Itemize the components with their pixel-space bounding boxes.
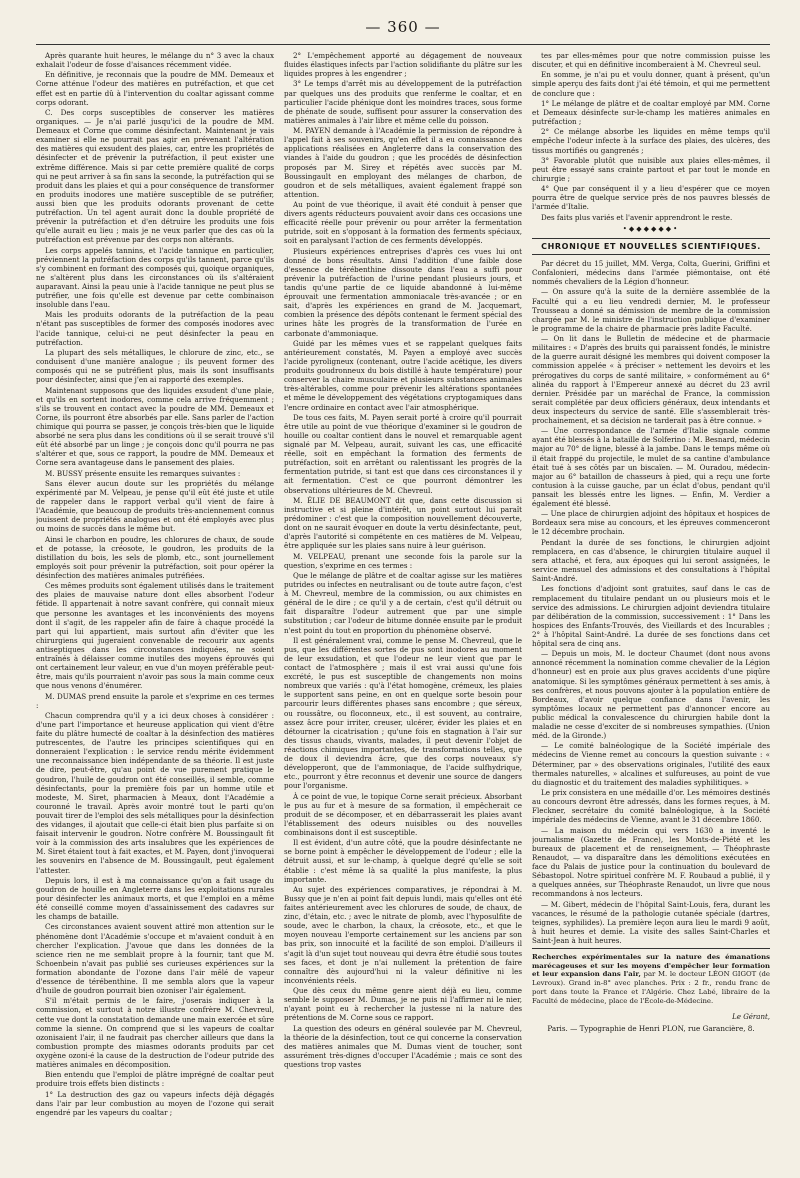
paragraph: 1° Le mélange de plâtre et de coaltar employé par MM. Corne et Demeaux désinfecte sur-le-champ les matières animales en putréfaction ;	[532, 98, 770, 127]
paragraph: Pendant la durée de ses fonctions, le chirurgien adjoint remplacera, en cas d'absence, le chirurgien titulaire auquel il sera attaché, et fera, aux époques qui lui seront assignées, le service mensuel des admissions et des consultations à l'hôpital Saint-André.	[532, 537, 770, 584]
biblio-rule	[532, 948, 770, 949]
paragraph: Plusieurs expériences entreprises d'après ces vues lui ont donné de bons résultats. Ainsi l'addition d'une faible dose d'essence de térébenthine dissoute dans l'eau a suffi pour prévenir la putréfaction de l'urine pendant plusieurs jours, et tandis qu'une partie de ce liquide abandonné à lui-même éprouvait une fermentation ammoniacale très-avancée ; or en sait, d'après les expériences en grand de M. Jacquemart, combien la présence des dépôts contenant le ferment spécial des urines hâte les progrès de la transformation de l'urée en carbonate d'ammoniaque.	[284, 246, 522, 338]
header-rule	[36, 44, 770, 45]
paragraph: Il est évident, d'un autre côté, que la poudre désinfectante ne se borne point à empêcher le développement de l'odeur ; elle la détruit aussi, et sur le-champ, à quelque degré qu'elle se soit établie : c'est même là sa qualité la plus manifeste, la plus importante.	[284, 838, 522, 884]
printer-imprint: Paris. — Typographie de Henri PLON, rue Garancière, 8.	[547, 1024, 755, 1034]
paragraph: Ainsi le charbon en poudre, les chlorures de chaux, de soude et de potasse, la créosote, le goudron, les produits de la distillation du bois, les sels de plomb, etc., sont journellement employés soit pour prévenir la putréfaction, soit pour opérer la désinfection des matières animales putréfiées.	[36, 534, 274, 580]
paragraph: — Le comité balnéologique de la Société impériale des médecins de Vienne remet au concours la question suivante : « Déterminer, par » des observations originales, l'utilité des eaux thermales naturelles, » alcalines et sulfureuses, au point de vue du diagnostic et du traitement des maladies syphilitiques. »	[532, 741, 770, 787]
paragraph: 1° La destruction des gaz ou vapeurs infects déjà dégagés dans l'air par leur combustion au moyen de l'ozone qui serait engendré par les vapeurs du coaltar ;	[36, 1089, 274, 1117]
paragraph: Des faits plus variés et l'avenir apprendront le reste.	[541, 212, 733, 222]
column-2	[284, 51, 522, 1151]
paragraph: Par décret du 15 juillet, MM. Verga, Colta, Guerini, Griffini et Confalonieri, médecins dans l'armée piémontaise, ont été nommés chevaliers de la Légion d'honneur.	[532, 259, 770, 287]
paragraph: — On lit dans le Bulletin de médecine et de pharmacie militaires : « D'après des bruits qui paraissent fondés, le ministre de la guerre aurait désigné les membres qui doivent composer la commission appelée « à préciser » nettement les devoirs et les prérogatives du corps de santé militaire, » conformément au 6° alinéa du rapport à l'Empereur annexé au décret du 23 avril dernier. Présidée par un maréchal de France, la commission serait complétée par deux officiers généraux, deux intendants et deux inspecteurs du service de santé. Elle s'assemblerait très-prochainement, et sa décision ne tarderait pas à être connue. »	[532, 334, 770, 425]
paragraph: S'il m'était permis de le faire, j'oserais indiquer à la commission, et surtout à notre illustre confrère M. Chevreul, cette vue dont la constatation demande une main exercée et sûre comme la sienne. On comprend que si les vapeurs de coaltar ozonisaient l'air, il ne faudrait pas chercher ailleurs que dans la combustion prompte des miasmes odorants produits par cet oxygène ozoni-é la cause de la destruction de l'odeur putride des matières animales en décomposition.	[36, 996, 274, 1070]
paragraph: 2° Ce mélange absorbe les liquides en même temps qu'il empêche l'odeur infecte à la surface des plaies, des ulcères, des tissus mortifiés ou gangrenés ;	[532, 127, 770, 155]
paragraph: Les fonctions d'adjoint sont gratuites, sauf dans le cas de remplacement du titulaire pendant un ou plusieurs mois et le service des admissions. Le chirurgien adjoint deviendra titulaire par délibération de la commission, successivement : 1° Dans les hospices des Enfants-Trouvés, des Vieillards et des Incurables ; 2° à l'hôpital Saint-André. La durée de ses fonctions dans cet hôpital sera de cinq ans.	[532, 584, 770, 648]
paragraph: M. DUMAS prend ensuite la parole et s'exprime en ces termes :	[36, 691, 274, 710]
paragraph: Que dès ceux du même genre aient déjà eu lieu, comme semble le supposer M. Dumas, je ne puis ni l'affirmer ni le nier, n'ayant point eu à rechercher la justesse ni la nature des prétentions de M. Corne sous ce rapport.	[284, 986, 522, 1023]
paragraph: M. ÉLIE DE BEAUMONT dit que, dans cette discussion si instructive et si pleine d'intérêt, un point surtout lui paraît prédominer : c'est que la composition nouvellement découverte, dont on ne saurait évoquer en doute la vertu désinfectante, peut, d'après l'autorité si compétente en ces matières de M. Velpeau, être appliquée sur les plaies sans nuire à leur guérison.	[284, 495, 522, 551]
paragraph: C. Des corps susceptibles de conserver les matières organiques. — Je n'ai parlé jusqu'ici de la poudre de MM. Demeaux et Corne que comme désinfectant. Maintenant je vais examiner si elle ne pourrait pas agir en prévenant l'altération des matières qui exsudent des plaies, car, entre les propriétés de désinfecter et de prévenir la putréfaction, il peut exister une extrême différence. Mais si par cette première qualité de corps qui ne peut arriver à sa fin sans la seconde, la putréfaction qui se produit dans les plaies et qui a pour conséquence de transformer en produits inodores une matière susceptible de se putréfier, aussi bien que les produits odorants provenant de cette putréfaction. Un tel agent aurait donc la double propriété de prévenir la putréfaction et d'en détruire les produits une fois qu'elle aurait eu lieu ; mais je ne veux parler que des cas où la putréfaction est prévenue par des corps non altérants.	[36, 107, 274, 245]
paragraph: tes par elles-mêmes pour que notre commission puisse les discuter, et qui en définitive incomberaient à M. Chevreul seul.	[532, 51, 770, 70]
biblio-title: Recherches expérimentales sur la nature des émanations marécageuses et sur les moyens d'empêcher leur formation et leur expansion dans l'air,	[532, 953, 770, 979]
paragraph: Ces circonstances avaient souvent attiré mon attention sur le phénomène dont l'Académie s'occupe et m'avaient conduit à en chercher l'explication. J'avoue que dans les données de la science rien ne me semblait propre à la fournir, tant que M. Schoenbein n'avait pas publié ses curieuses expériences sur la formation abondante de l'ozone dans l'air mêlé de vapeur d'essence de térébenthine. Il me sembla alors que la vapeur d'huile de goudron pourrait bien ozoniser l'air également.	[36, 922, 274, 996]
paragraph: Sans élever aucun doute sur les propriétés du mélange expérimenté par M. Velpeau, je pense qu'il eût été juste et utile de rappeler dans le rapport verbal qu'il vient de faire à l'Académie, que beaucoup de produits très-anciennement connus jouissent de propriétés analogues et ont été employés avec plus ou moins de succès dans le même but.	[36, 478, 274, 534]
paragraph: Au point de vue théorique, il avait été conduit à penser que divers agents réducteurs pouvaient avoir dans ces occasions une efficacité réelle pour prévenir ou pour arrêter la fermentation putride, soit en s'opposant à la formation des ferments spéciaux, soit en paralysant l'action de ces ferments développés.	[284, 200, 522, 246]
paragraph: — Une place de chirurgien adjoint des hôpitaux et hospices de Bordeaux sera mise au concours, et les épreuves commenceront le 12 décembre prochain.	[532, 509, 770, 537]
paragraph: M. BUSSY présente ensuite les remarques suivantes :	[45, 468, 241, 478]
column-3-intro	[532, 51, 770, 222]
paragraph: En somme, je n'ai pu et voulu donner, quant à présent, qu'un simple aperçu des faits dont j'ai été témoin, et qui me permettent de conclure que :	[532, 70, 770, 98]
biblio-details: par M. le docteur LÉON GIGOT (de Levroux). Grand in-8° avec planches. Prix : 2 fr., rendu franc de port dans toute la France et l'Algérie. Chez Labé, libraire de la Faculté de médecine, place de l'École-de-Médecine.	[532, 970, 770, 1005]
section-title: CHRONIQUE ET NOUVELLES SCIENTIFIQUES.	[532, 238, 770, 255]
paragraph: — Une correspondance de l'armée d'Italie signale comme ayant été blessés à la bataille de Solferino : M. Besnard, médecin major au 70° de ligne, blessé à la jambe. Dans le temps même où il était frappé du projectile, le mulet de sa cantine d'ambulance était tué à ses côtés par un biscaïen. — M. Ouradou, médecin-major au 6° bataillon de chasseurs à pied, qui a reçu une forte contusion à la cuisse gauche, par un éclat d'obus, pendant qu'il pansait les blessés entre les lignes. — Enfin, M. Verdier a également été blessé.	[532, 426, 770, 508]
page-number: — 360 —	[365, 18, 441, 36]
paragraph: Ces mêmes produits sont également utilisés dans le traitement des plaies de mauvaise nature dont elles absorbent l'odeur fétide. Il appartenait à notre savant confrère, qui connaît mieux que personne les avantages et les inconvénients des moyens dont il s'agit, de les rappeler afin de faire à chaque procédé la part qui lui appartient, mais surtout afin d'éviter que les chirurgiens qui jugeraient convenable de recourir aux agents antiseptiques dans les circonstances indiquées, ne soient entraînés à délaisser comme inutiles des moyens éprouvés qui ont certainement leur valeur, en vue d'un moyen préférable peut-être, mais qu'ils pourraient n'avoir pas sous la main comme ceux que nous venons d'énumérer.	[36, 581, 274, 691]
paragraph: Guidé par les mêmes vues et se rappelant quelques faits antérieurement constatés, M. Payen a employé avec succès l'acide pyroligneux (contenant, outre l'acide acétique, les divers produits goudronneux du bois distillé à haute température) pour conserver la chaire musculaire et plusieurs substances animales très-altérables, comme pour prévenir les altérations spontanées et même le développement des végétations cryptogamiques dans l'encre ordinaire en contact avec l'air atmosphérique.	[284, 338, 522, 412]
ornament-divider: •◆◆◆◆◆◆•	[622, 224, 680, 233]
paragraph: La question des odeurs en général soulevée par M. Chevreul, la théorie de la désinfection, tout ce qui concerne la conservation des matières animales que M. Dumas vient de toucher, sont assurément très-dignes d'occuper l'Académie ; mais ce sont des questions trop vastes	[284, 1023, 522, 1070]
paragraph: La plupart des sels métalliques, le chlorure de zinc, etc., se conduisent d'une manière analogue ; ils peuvent former des composés qui ne se putréfient plus, mais ils sont insuffisants pour désinfecter, ainsi que j'en ai rapporté des exemples.	[36, 347, 274, 385]
column-3	[532, 51, 770, 1151]
bibliography-notice	[532, 953, 770, 1005]
paragraph: Il est généralement vrai, comme le pense M. Chevreul, que le pus, que les différentes sortes de pus sont inodores au moment de leur exsudation, et que l'odeur ne leur vient que par le contact de l'atmosphère ; mais il est vrai aussi qu'une fois excrété, le pus est susceptible de changements non moins nombreux que variés : qu'à l'état homogène, crémeux, les plaies le supportent sans peine, en ont en quelque sorte besoin pour parcourir leurs différentes phases sans encombre ; que séreux, ou roussâtre, ou floconneux, etc., il est souvent, au contraire, assez âcre pour irriter, creuser, ulcérer, évider les plaies et en détourner la cicatrisation ; qu'une fois en stagnation à l'air sur des tissus chauds, vivants, malades, il peut devenir l'objet de réactions chimiques importantes, de transformations telles, que de doux il deviendra âcre, que des corps nouveaux s'y développeront, que de l'ammoniaque, de l'acide sulfhydrique, etc., pourront y être reconnus et devenir une source de dangers pour l'organisme.	[284, 635, 522, 791]
paragraph: 4° Que par conséquent il y a lieu d'espérer que ce moyen pourra être de quelque service près de nos pauvres blessés de l'armée d'Italie.	[532, 184, 770, 212]
paragraph: Mais les produits odorants de la putréfaction de la peau n'étant pas susceptibles de former des composés inodores avec l'acide tannique, celui-ci ne peut désinfecter la peau en putréfaction.	[36, 310, 274, 347]
paragraph: En définitive, je reconnais que la poudre de MM. Demeaux et Corne atténue l'odeur des matières en putréfaction, et que cet effet est en partie dû à l'intervention du coaltar agissant comme corps odorant.	[36, 70, 274, 107]
paragraph: 3° Favorable plutôt que nuisible aux plaies elles-mêmes, il peut être essayé sans crainte partout et par tout le monde en chirurgie ;	[532, 155, 770, 183]
paragraph: Depuis lors, il est à ma connaissance qu'on a fait usage du goudron de houille en Angleterre dans les exploitations rurales pour désinfecter les animaux morts, et que l'emploi en a même été conseillé comme moyen d'assainissement des cadavres sur les champs de bataille.	[36, 875, 274, 922]
paragraph: — On assure qu'à la suite de la dernière assemblée de la Faculté qui a eu lieu vendredi dernier, M. le professeur Trousseau a donné sa démission de membre de la commission chargée par M. le ministre de l'instruction publique d'examiner le programme de la chaire de pharmacie près ladite Faculté.	[532, 287, 770, 333]
paragraph: — M. Gibert, médecin de l'hôpital Saint-Louis, fera, durant les vacances, le résumé de la pathologie cutanée spéciale (dartres, teignes, syphilides). La première leçon aura lieu le mardi 9 août, à huit heures et demie. La visite des salles Saint-Charles et Saint-Jean à huit heures.	[532, 899, 770, 945]
paragraph: De tous ces faits, M. Payen serait porté à croire qu'il pourrait être utile au point de vue théorique d'examiner si le goudron de houille ou coaltar contient dans le nouvel et remarquable agent signalé par M. Velpeau, aurait, suivant les cas, une efficacité réelle, soit en empêchant la formation des ferments de putréfaction, soit en arrêtant ou ralentissant les progrès de la fermentation putride, si tant est que dans ces circonstances il y ait fermentation. C'est ce que pourront démontrer les observations ultérieures de M. Chevreul.	[284, 412, 522, 495]
paragraph: 3° Le temps d'arrêt mis au développement de la putréfaction par quelques uns des produits que renferme le coaltar, et en particulier l'acide phénique dont les moindres traces, sous forme de phénate de soude, suffisent pour assurer la conservation des matières animales à l'air libre et même celle du poisson.	[284, 79, 522, 125]
paragraph: Maintenant supposons que des liquides exsudent d'une plaie, et qu'ils en sortent inodores, comme cela arrive fréquemment ; s'ils se trouvent en contact avec la poudre de MM. Demeaux et Corne, ils pourront être absorbés par elle. Sans parler de l'action chimique qui pourra se passer, je conçois très-bien que le liquide absorbé ne sera plus dans les conditions où il se serait trouvé s'il eût été absorbé par un linge ; je conçois donc qu'il pourra ne pas s'altérer et que, sous ce rapport, la poudre de MM. Demeaux et Corne sera avantageuse dans le pansement des plaies.	[36, 385, 274, 468]
paragraph: Que le mélange de plâtre et de coaltar agisse sur les matières putrides ou infectes en neutralisant ou de toute autre façon, c'est à M. Chevreul, membre de la commission, ou aux chimistes en général de le dire ; ce qu'il y a de certain, c'est qu'il détruit ou fait disparaître l'odeur autrement que par une simple substitution ; car l'odeur de bitume donnée ensuite par le produit n'est point du tout en proportion du phénomène observé.	[284, 570, 522, 635]
column-1	[36, 51, 274, 1151]
news-items	[532, 259, 770, 945]
paragraph: Au sujet des expériences comparatives, je répondrai à M. Bussy que je n'en ai point fait depuis lundi, mais qu'elles ont été faites antérieurement avec les chlorures de soude, de chaux, de zinc, d'étain, etc. ; avec le nitrate de plomb, avec l'hyposulfite de soude, avec le charbon, la chaux, la créosote, etc., et que le moyen nouveau l'emporte certainement sur les anciens par son bas prix, son innocuité et la facilité de son emploi. D'ailleurs il s'agit là d'un sujet tout nouveau qui devra être étudié sous toutes ses faces, et dont je n'ai nullement la prétention de faire connaître dès aujourd'hui ni la valeur définitive ni les inconvénients réels.	[284, 884, 522, 985]
columns	[36, 51, 770, 1151]
paragraph: Le prix consistera en une médaille d'or. Les mémoires destinés au concours devront être adressés, dans les formes reçues, à M. Fleckner, secrétaire du comité balnéologique, à la Société impériale des médecins de Vienne, avant le 31 décembre 1860.	[532, 788, 770, 825]
manager-signature: Le Gérant,	[732, 1013, 770, 1022]
paragraph: M. VELPEAU, prenant une seconde fois la parole sur la question, s'exprime en ces termes :	[284, 551, 522, 570]
paragraph: Les corps appelés tannins, et l'acide tannique en particulier, préviennent la putréfaction des corps qu'ils tannent, parce qu'ils s'y combinent en formant des composés qui, quoique organiques, ne s'altèrent plus dans les circonstances où ils s'altéraient auparavant. Ainsi la peau unie à l'acide tannique ne peut plus se putréfier, une fois qu'elle est devenue par cette combinaison insoluble dans l'eau.	[36, 245, 274, 310]
paragraph: Bien entendu que l'emploi de plâtre imprégné de coaltar peut produire trois effets bien distincts :	[36, 1070, 274, 1089]
paragraph: — Depuis un mois, M. le docteur Chaumet (dont nous avons annoncé récemment la nomination comme chevalier de la Légion d'honneur) est en proie aux plus graves accidents d'une piqûre anatomique. Si les symptômes généraux permettent à ses amis, à ses confrères, et nous pouvons ajouter à la population entière de Bordeaux, d'avoir quelque confiance dans l'avenir, les symptômes locaux ne permettent pas d'annoncer encore au public médical la convalescence du chirurgien habile dont la maladie ne cesse d'exciter de si nombreuses sympathies. (Union méd. de la Gironde.)	[532, 649, 770, 741]
paragraph: — La maison du médecin qui vers 1630 a inventé le journalisme (Gazette de France), les Monts-de-Piété et les bureaux de placement et de renseignement, — Théophraste Renaudot, — va disparaître dans les démolitions exécutées en face du Palais de justice pour la continuation du boulevard de Sébastopol. Notre spirituel confrère M. F. Roubaud a publié, il y a quelques années, sur Théophraste Renaudot, un livre que nous recommandons à nos lecteurs.	[532, 825, 770, 899]
paragraph: 2° L'empêchement apporté au dégagement de nouveaux fluides élastiques infects par l'action solidifiante du plâtre sur les liquides propres à les engendrer ;	[284, 51, 522, 79]
paragraph: M. PAYEN demande à l'Académie la permission de répondre à l'appel fait à ses souvenirs, qu'en effet il a eu connaissance des applications réalisées en Angleterre dans la conservation des viandes à l'aide du goudron ; que les procédés de désinfection proposés par M. Sirey et répétés avec succès par M. Boussingault en employant des mélanges de charbon, de goudron et de sels métalliques, avaient également frappé son attention.	[284, 126, 522, 199]
paragraph: Chacun comprendra qu'il y a ici deux choses à considérer : d'une part l'importance et heureuse application qui vient d'être faite du plâtre humecté de coaltar à la désinfection des matières putrescentes, de l'autre les principes scientifiques qui en donneraient l'explication : le service rendu mérite évidemment une reconnaissance bien indépendante de sa théorie. Il est juste de dire, peut-être, qu'au point de vue purement pratique le goudron, l'huile de goudron ont été conseillés, il semble, comme désinfectants, pour la première fois par un homme utile et modeste, M. Siret, pharmacien à Meaux, dont l'Académie a couronné le travail. Après avoir montré tout le parti qu'on pouvait tirer de l'emploi des sels métalliques pour la désinfection des vidanges, il ajoutait que celle-ci était bien plus parfaite si on faisait intervenir le goudron. Notre confrère M. Boussingault fit voir à la commission des arts insalubres que les expériences de M. Siret étaient tout à fait exactes, et M. Payen, dont j'invoquerai les souvenirs en l'absence de M. Boussingault, peut également l'attester.	[36, 710, 274, 875]
paragraph: Après quarante huit heures, le mélange du n° 3 avec la chaux exhalait l'odeur de fosse d'aisances récemment vidée.	[36, 51, 274, 70]
paragraph: À ce point de vue, le topique Corne serait précieux. Absorbant le pus au fur et à mesure de sa formation, il empêcherait ce produit de se décomposer, et en débarrasserait les plaies avant l'établissement des odeurs nuisibles ou des nouvelles combinaisons dont il est susceptible.	[284, 791, 522, 837]
